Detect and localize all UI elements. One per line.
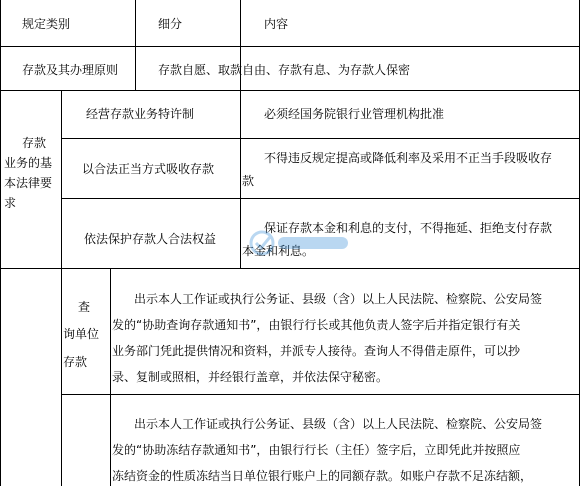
table-border-right: [579, 0, 580, 486]
content-freeze-line: 出示本人工作证或执行公务证、县级（含）以上人民法院、检察院、公安局签: [134, 417, 543, 431]
row-divider: [61, 138, 580, 139]
category-basic-line: 业务的基: [4, 156, 53, 170]
col-divider: [110, 268, 111, 486]
content-lawful-deposit-line: 不得违反规定提高或降低利率及采用不正当手段吸收存: [264, 151, 553, 165]
col-divider: [240, 90, 241, 268]
watermark-logo: [248, 223, 356, 263]
content-query-line: 录、复制或照相，并经银行盖章，并依法保守秘密。: [112, 370, 389, 384]
content-freeze-line: 冻结资金的性质冻结当日单位银行账户上的同额存款。如账户存款不足冻结额，: [112, 469, 533, 483]
content-lawful-deposit-line: 款: [242, 174, 255, 188]
category-principle: 存款及其办理原则: [22, 63, 119, 77]
col-divider: [135, 0, 136, 90]
header-category: 规定类别: [22, 17, 71, 31]
sub-query-line: 询单位: [63, 327, 100, 341]
content-query-line: 业务部门凭此提供情况和资料，并派专人接待。查询人不得借走原件，可以抄: [112, 344, 521, 358]
content-protect-line: 本金和利息。: [242, 244, 315, 258]
col-divider: [61, 90, 62, 486]
sub-query-line: 查: [78, 300, 91, 314]
sub-protect-depositor: 依法保护存款人合法权益: [84, 232, 217, 246]
header-content: 内容: [264, 17, 289, 31]
sub-query-line: 存款: [63, 355, 88, 369]
content-protect-line: 保证存款本金和利息的支付，不得拖延、拒绝支付存款: [264, 221, 553, 235]
row-divider: [0, 46, 580, 47]
content-license: 必须经国务院银行业管理机构批准: [264, 107, 445, 121]
content-freeze-line: 发的“协助冻结存款通知书”，由银行行长（主任）签字后，立即凭此并按照应: [112, 443, 521, 457]
sub-lawful-deposit: 以合法正当方式吸收存款: [82, 162, 215, 176]
table-border-left: [0, 0, 1, 486]
content-query-line: 出示本人工作证或执行公务证、县级（含）以上人民法院、检察院、公安局签: [134, 292, 543, 306]
header-subcategory: 细分: [158, 17, 183, 31]
category-basic-line: 存款: [22, 136, 47, 150]
row-divider: [61, 394, 580, 395]
category-basic-line: 求: [4, 196, 17, 210]
sub-license: 经营存款业务特许制: [86, 107, 195, 121]
row-divider: [61, 198, 580, 199]
content-query-line: 发的“协助查询存款通知书”，由银行行长或其他负责人签字后并指定银行有关: [112, 318, 521, 332]
row-divider: [0, 268, 580, 269]
row-divider: [0, 90, 580, 91]
content-principle: 存款自愿、取款自由、存款有息、为存款人保密: [158, 63, 411, 77]
category-basic-line: 本法律要: [4, 176, 53, 190]
